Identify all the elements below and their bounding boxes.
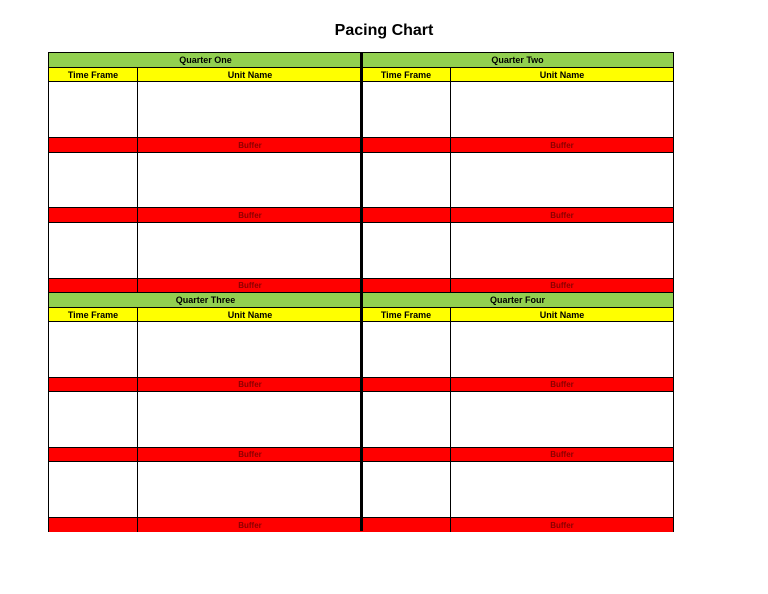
unit-row [362, 82, 673, 138]
unit-row [362, 223, 673, 279]
unit-name-cell[interactable] [451, 82, 673, 137]
quarter-one-header [49, 53, 362, 68]
time-frame-cell[interactable] [49, 322, 138, 377]
time-frame-cell[interactable] [49, 153, 138, 207]
buffer-label: Buffer [550, 520, 574, 530]
quarter-label: Quarter Two [491, 55, 544, 65]
column-header-row [362, 68, 673, 82]
quarter-label: Quarter Three [175, 295, 236, 305]
quarter-two-header [362, 53, 673, 68]
buffer-row [362, 518, 673, 532]
unit-name-cell[interactable] [138, 82, 362, 137]
time-frame-cell[interactable] [49, 82, 138, 137]
buffer-spacer [362, 279, 451, 292]
time-frame-cell[interactable] [362, 322, 451, 377]
buffer-label: Buffer [238, 140, 262, 150]
unit-row [49, 223, 362, 279]
buffer-row [49, 378, 362, 392]
pacing-chart-table [48, 52, 674, 532]
time-frame-header: Time Frame [362, 308, 451, 321]
unit-row [362, 322, 673, 378]
time-frame-cell[interactable] [362, 392, 451, 447]
buffer-label: Buffer [550, 380, 574, 389]
unit-row [49, 322, 362, 378]
unit-row [362, 462, 673, 518]
buffer-row [362, 208, 673, 223]
unit-name-cell[interactable] [451, 322, 673, 377]
unit-row [362, 153, 673, 208]
buffer-row [362, 378, 673, 392]
buffer-spacer [362, 378, 451, 391]
time-frame-header: Time Frame [362, 68, 451, 81]
unit-name-header: Unit Name [539, 309, 585, 320]
column-header-row [49, 308, 362, 322]
buffer-row [49, 448, 362, 462]
quarter-three-header [49, 293, 362, 308]
buffer-spacer [49, 279, 138, 292]
buffer-label: Buffer [238, 281, 262, 290]
unit-name-header: Unit Name [227, 69, 273, 80]
unit-name-cell[interactable] [451, 223, 673, 278]
unit-row [49, 82, 362, 138]
buffer-row [49, 518, 362, 532]
buffer-spacer [362, 208, 451, 222]
buffer-label: Buffer [238, 380, 262, 389]
time-frame-cell[interactable] [362, 82, 451, 137]
time-frame-cell[interactable] [362, 462, 451, 517]
time-frame-cell[interactable] [49, 392, 138, 447]
buffer-label: Buffer [550, 450, 574, 459]
buffer-spacer [362, 448, 451, 461]
unit-name-cell[interactable] [451, 462, 673, 517]
column-header-row [49, 68, 362, 82]
unit-name-cell[interactable] [451, 153, 673, 207]
buffer-spacer [362, 518, 451, 532]
unit-name-cell[interactable] [138, 462, 362, 517]
column-header-row [362, 308, 673, 322]
buffer-label: Buffer [238, 210, 262, 220]
unit-name-header: Unit Name [227, 309, 273, 320]
buffer-label: Buffer [550, 210, 574, 220]
unit-name-header: Unit Name [539, 69, 585, 80]
unit-name-cell[interactable] [138, 153, 362, 207]
buffer-spacer [362, 138, 451, 152]
quarter-four-header [362, 293, 673, 308]
unit-row [49, 153, 362, 208]
unit-name-cell[interactable] [138, 322, 362, 377]
buffer-label: Buffer [238, 520, 262, 530]
unit-name-cell[interactable] [138, 392, 362, 447]
buffer-row [362, 279, 673, 293]
buffer-spacer [49, 138, 138, 152]
unit-name-cell[interactable] [138, 223, 362, 278]
buffer-row [362, 448, 673, 462]
left-half [49, 53, 362, 531]
right-half [362, 53, 673, 531]
unit-name-cell[interactable] [451, 392, 673, 447]
buffer-label: Buffer [238, 450, 262, 459]
page-title: Pacing Chart [334, 22, 434, 39]
buffer-row [362, 138, 673, 153]
unit-row [49, 462, 362, 518]
buffer-row [49, 208, 362, 223]
buffer-row [49, 138, 362, 153]
buffer-label: Buffer [550, 140, 574, 150]
unit-row [362, 392, 673, 448]
time-frame-cell[interactable] [362, 153, 451, 207]
buffer-label: Buffer [550, 281, 574, 290]
time-frame-header: Time Frame [49, 308, 138, 321]
time-frame-cell[interactable] [49, 462, 138, 517]
center-divider [360, 53, 363, 531]
buffer-spacer [49, 378, 138, 391]
quarter-label: Quarter One [179, 55, 232, 65]
buffer-row [49, 279, 362, 293]
quarter-label: Quarter Four [489, 295, 545, 305]
time-frame-header: Time Frame [49, 68, 138, 81]
buffer-spacer [49, 518, 138, 532]
time-frame-cell[interactable] [49, 223, 138, 278]
buffer-spacer [49, 448, 138, 461]
unit-row [49, 392, 362, 448]
buffer-spacer [49, 208, 138, 222]
time-frame-cell[interactable] [362, 223, 451, 278]
